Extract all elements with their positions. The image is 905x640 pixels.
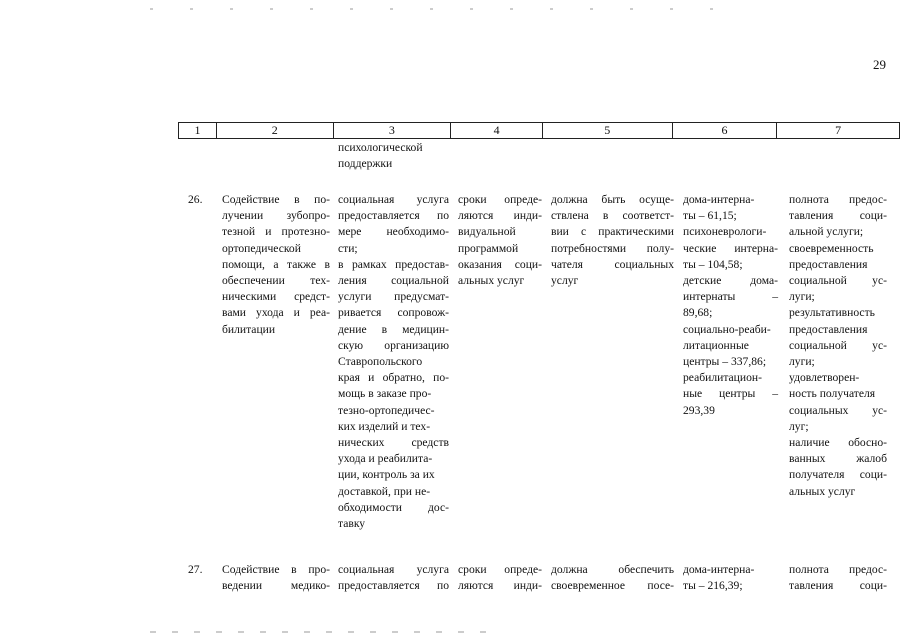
text-line: дома-интерна- — [683, 193, 755, 206]
text-line: социальная услуга — [338, 193, 449, 206]
text-line: чателя социальных — [551, 257, 674, 271]
text-line: ции, контроль за их — [338, 468, 435, 482]
text-line: помощи, а также в — [222, 257, 330, 271]
page-number: 29 — [873, 57, 886, 72]
text-line: 89,68; — [683, 306, 713, 320]
row26-col6 — [683, 192, 778, 419]
text-line: программой — [458, 241, 519, 255]
text-line: предоставляется по — [338, 579, 449, 593]
text-line: ведении медико- — [222, 579, 330, 593]
text-line: тезно-ортопедичес- — [338, 403, 435, 417]
text-line: ляются инди- — [458, 579, 542, 593]
text-line: ствлена в соответст- — [551, 209, 674, 223]
text-line: тавления соци- — [789, 209, 887, 223]
row27-col4 — [458, 562, 542, 594]
table-header — [178, 122, 900, 139]
text-line: оказания соци- — [458, 257, 542, 271]
text-line: ты – 61,15; — [683, 209, 737, 223]
text-line: лучении зубопро- — [222, 209, 330, 223]
text-line: скую организацию — [338, 338, 449, 352]
text-line: альных услуг — [789, 484, 856, 498]
text-line: 293,39 — [683, 403, 715, 417]
text-line: поддержки — [338, 157, 393, 171]
text-line: ность получателя — [789, 387, 876, 401]
row26-col2 — [222, 192, 330, 338]
text-line: обходимости дос- — [338, 500, 449, 514]
text-line: должна быть осуще- — [551, 193, 674, 206]
text-line: тезной и протезно- — [222, 225, 330, 239]
text-line: ких изделий и тех- — [338, 419, 431, 433]
row27-col3 — [338, 562, 449, 594]
text-line: своевременное посе- — [551, 579, 674, 593]
text-line: луги; — [789, 290, 815, 304]
text-line: удовлетворен- — [789, 371, 860, 385]
row27-col5 — [551, 562, 674, 594]
text-line: Содействие в про- — [222, 563, 330, 576]
text-line: вии с практическими — [551, 225, 674, 239]
text-line: сроки опреде- — [458, 563, 542, 576]
text-line: ные центры – — [683, 387, 778, 401]
text-line: наличие обосно- — [789, 436, 887, 450]
header-col-7: 7 — [835, 123, 842, 137]
text-line: видуальной — [458, 225, 516, 239]
text-line: тавления соци- — [789, 579, 887, 593]
header-col-1: 1 — [179, 123, 217, 138]
text-line: полнота предос- — [789, 563, 887, 576]
row26-col7 — [789, 192, 887, 500]
text-line: предоставляется по — [338, 209, 449, 223]
text-line: луг; — [789, 419, 809, 433]
text-line: социальных ус- — [789, 403, 887, 417]
text-line: ническими средст- — [222, 290, 330, 304]
row26-col3 — [338, 192, 449, 532]
text-line: социальной ус- — [789, 274, 887, 288]
text-line: ривается сопровож- — [338, 306, 449, 320]
row26-col4 — [458, 192, 542, 289]
text-line: сти; — [338, 241, 358, 255]
text-line: луги; — [789, 355, 815, 369]
row27-col2 — [222, 562, 330, 594]
text-line: мощь в заказе про- — [338, 387, 432, 401]
text-line: альных услуг — [458, 274, 525, 288]
text-line: ортопедической — [222, 241, 301, 255]
text-line: в рамках предостав- — [338, 257, 449, 271]
text-line: дение в медицин- — [338, 322, 449, 336]
text-line: ческие интерна- — [683, 241, 778, 255]
text-line: вами ухода и реа- — [222, 306, 330, 320]
text-line: центры – 337,86; — [683, 355, 767, 369]
text-line: предоставления — [789, 257, 868, 271]
text-line: реабилитацион- — [683, 371, 762, 385]
text-line: полнота предос- — [789, 193, 887, 206]
text-line: детские дома- — [683, 274, 778, 288]
text-line: должна обеспечить — [551, 563, 674, 576]
row26-col5 — [551, 192, 674, 289]
text-line: доставкой, при не- — [338, 484, 431, 498]
scan-noise-bottom — [150, 631, 500, 633]
text-line: Ставропольского — [338, 355, 423, 369]
header-col-3: 3 — [334, 123, 452, 138]
text-line: интернаты – — [683, 290, 778, 304]
text-line: альной услуги; — [789, 225, 864, 239]
text-line: ления социальной — [338, 274, 449, 288]
row-number: 27. — [188, 563, 203, 576]
text-line: услуги предусмат- — [338, 290, 449, 304]
header-col-6: 6 — [673, 123, 778, 138]
text-line: мере необходимо- — [338, 225, 449, 239]
text-line: получателя соци- — [789, 468, 887, 482]
continuation-col3 — [338, 140, 448, 172]
text-line: своевременность — [789, 241, 874, 255]
text-line: социально-реаби- — [683, 322, 771, 336]
text-line: тавку — [338, 517, 366, 531]
text-line: сроки опреде- — [458, 193, 542, 206]
header-col-4: 4 — [451, 123, 543, 138]
text-line: ты – 104,58; — [683, 257, 743, 271]
text-line: билитации — [222, 322, 276, 336]
text-line: ляются инди- — [458, 209, 542, 223]
text-line: обеспечении тех- — [222, 274, 330, 288]
text-line: литационные — [683, 338, 749, 352]
text-line: услуг — [551, 274, 579, 288]
text-line: края и обратно, по- — [338, 371, 449, 385]
text-line: психологической — [338, 141, 423, 154]
text-line: ты – 216,39; — [683, 579, 743, 593]
scan-noise-top — [150, 8, 750, 10]
text-line: Содействие в по- — [222, 193, 330, 206]
text-line: потребностями полу- — [551, 241, 674, 255]
text-line: ухода и реабилита- — [338, 452, 433, 466]
header-col-5: 5 — [543, 123, 673, 138]
text-line: предоставления — [789, 322, 868, 336]
text-line: ванных жалоб — [789, 452, 887, 466]
text-line: дома-интерна- — [683, 563, 755, 576]
row27-col7 — [789, 562, 887, 594]
header-col-2: 2 — [217, 123, 334, 138]
row-number: 26. — [188, 193, 203, 206]
text-line: результативность — [789, 306, 875, 320]
row27-col6 — [683, 562, 778, 594]
text-line: социальной ус- — [789, 338, 887, 352]
text-line: нических средств — [338, 436, 449, 450]
text-line: психоневрологи- — [683, 225, 767, 239]
text-line: социальная услуга — [338, 563, 449, 576]
